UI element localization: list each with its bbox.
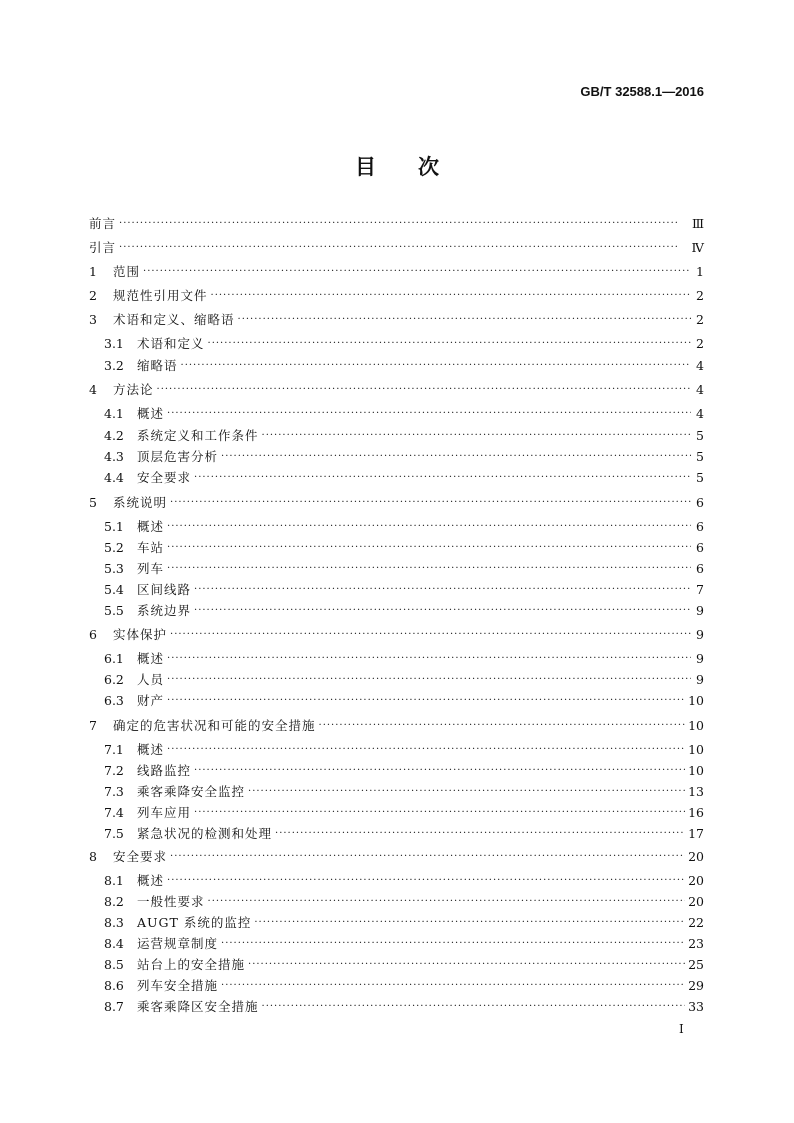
dot-leader (167, 404, 691, 424)
toc-entry-page: 9 (696, 672, 704, 687)
toc-entry-number: 8 (89, 849, 97, 864)
dot-leader (194, 601, 691, 621)
toc-entry-label: 系统定义和工作条件 (137, 428, 259, 443)
toc-entry[interactable] (104, 468, 704, 488)
toc-entry-page: 13 (688, 784, 704, 799)
toc-entry-label: 概述 (137, 519, 165, 534)
toc-entry-page: 4 (696, 358, 704, 373)
toc-entry-number: 7.5 (104, 826, 124, 841)
toc-entry-page: 10 (688, 718, 704, 733)
toc-entry-number: 7.2 (104, 763, 124, 778)
dot-leader (211, 286, 691, 306)
toc-entry[interactable] (104, 334, 704, 354)
toc-entry-page: Ⅲ (691, 216, 704, 231)
toc-entry-number: 6.1 (104, 651, 124, 666)
toc-entry-label: 确定的危害状况和可能的安全措施 (113, 718, 316, 733)
dot-leader (208, 334, 691, 354)
dot-leader (221, 447, 691, 467)
toc-entry[interactable] (104, 782, 704, 802)
dot-leader (167, 691, 685, 711)
dot-leader (167, 559, 691, 579)
toc-entry-label: 列车安全措施 (137, 978, 219, 993)
dot-leader (170, 493, 691, 513)
toc-entry-page: 10 (688, 693, 704, 708)
toc-entry-page: 4 (696, 406, 704, 421)
dot-leader (208, 892, 686, 912)
toc-entry-number: 7.1 (104, 742, 124, 757)
toc-entry-number: 6.3 (104, 693, 124, 708)
toc-entry-number: 8.3 (104, 915, 124, 930)
toc-entry[interactable] (104, 649, 704, 669)
toc-entry-page: 2 (696, 336, 704, 351)
toc-entry-number: 7 (89, 718, 97, 733)
toc-entry-number: 4.4 (104, 470, 124, 485)
toc-entry-page: 2 (696, 288, 704, 303)
toc-entry-page: 20 (688, 873, 704, 888)
toc-entry-label: 乘客乘降安全监控 (137, 784, 246, 799)
toc-entry-page: 9 (696, 627, 704, 642)
dot-leader (167, 740, 685, 760)
toc-entry-number: 3 (89, 312, 97, 327)
toc-entry-label: 乘客乘降区安全措施 (137, 999, 259, 1014)
toc-entry-page: 2 (696, 312, 704, 327)
toc-entry[interactable] (89, 286, 704, 306)
dot-leader (221, 934, 685, 954)
dot-leader (262, 997, 686, 1017)
toc-entry-page: 17 (688, 826, 704, 841)
dot-leader (167, 649, 691, 669)
dot-leader (167, 670, 691, 690)
toc-entry-label: 运营规章制度 (137, 936, 219, 951)
toc-entry[interactable] (104, 538, 704, 558)
toc-entry-label: 顶层危害分析 (137, 449, 219, 464)
toc-entry-page: 6 (696, 561, 704, 576)
toc-entry-page: 22 (688, 915, 704, 930)
toc-entry[interactable] (104, 892, 704, 912)
page-folio: Ⅰ (679, 1022, 684, 1036)
dot-leader (119, 238, 688, 258)
dot-leader (248, 955, 685, 975)
toc-entry[interactable] (89, 847, 704, 867)
toc-entry-label: 安全要求 (137, 470, 192, 485)
toc-entry-label: 站台上的安全措施 (137, 957, 246, 972)
toc-entry[interactable] (104, 426, 704, 446)
toc-entry-label: 一般性要求 (137, 894, 205, 909)
toc-entry-number: 4.3 (104, 449, 124, 464)
dot-leader (194, 803, 685, 823)
dot-leader (248, 782, 685, 802)
toc-entry-page: 9 (696, 651, 704, 666)
toc-entry-page: 29 (688, 978, 704, 993)
toc-entry-label: 列车应用 (137, 805, 192, 820)
toc-entry-number: 3.2 (104, 358, 124, 373)
toc-entry-label: 车站 (137, 540, 165, 555)
toc-entry-label: 列车 (137, 561, 165, 576)
toc-entry[interactable] (89, 214, 704, 234)
toc-entry-label: 规范性引用文件 (113, 288, 208, 303)
toc-entry[interactable] (104, 913, 704, 933)
toc-entry-number: 4 (89, 382, 97, 397)
toc-entry-number: 7.4 (104, 805, 124, 820)
toc-entry-label: 缩略语 (137, 358, 178, 373)
toc-entry-page: 10 (688, 763, 704, 778)
toc-entry-number: 1 (89, 264, 97, 279)
toc-entry-label: 方法论 (113, 382, 154, 397)
toc-entry[interactable] (104, 871, 704, 891)
toc-entry-number: 4.1 (104, 406, 124, 421)
toc-entry-number: 8.4 (104, 936, 124, 951)
dot-leader (170, 625, 691, 645)
toc-entry-number: 4.2 (104, 428, 124, 443)
toc-entry-label: 系统边界 (137, 603, 192, 618)
dot-leader (167, 517, 691, 537)
toc-entry-label: 区间线路 (137, 582, 192, 597)
toc-entry-page: 7 (696, 582, 704, 597)
toc-entry[interactable] (89, 716, 704, 736)
toc-entry[interactable] (89, 625, 704, 645)
toc-entry-label: 术语和定义、缩略语 (113, 312, 235, 327)
toc-entry-page: 5 (696, 428, 704, 443)
toc-entry[interactable] (89, 493, 704, 513)
toc-entry-page: 6 (696, 495, 704, 510)
toc-entry-number: 3.1 (104, 336, 124, 351)
toc-entry-page: 20 (688, 894, 704, 909)
toc-entry[interactable] (104, 601, 704, 621)
toc-entry-page: 1 (696, 264, 704, 279)
toc-entry-page: 33 (688, 999, 704, 1014)
toc-entry-number: 6.2 (104, 672, 124, 687)
standard-code: GB/T 32588.1—2016 (580, 84, 704, 99)
toc-entry[interactable] (89, 262, 704, 282)
toc-entry[interactable] (104, 803, 704, 823)
toc-entry-label: 概述 (137, 873, 165, 888)
toc-entry-number: 5 (89, 495, 97, 510)
dot-leader (143, 262, 691, 282)
toc-entry-page: 25 (688, 957, 704, 972)
dot-leader (119, 214, 689, 234)
toc-entry-page: Ⅳ (691, 240, 704, 255)
toc-entry-page: 5 (696, 470, 704, 485)
toc-entry-number: 8.1 (104, 873, 124, 888)
toc-entry-page: 10 (688, 742, 704, 757)
toc-entry-label: 术语和定义 (137, 336, 205, 351)
toc-entry-label: AUGT 系统的监控 (137, 915, 252, 930)
toc-entry-number: 5.3 (104, 561, 124, 576)
toc-entry-label: 概述 (137, 742, 165, 757)
toc-entry[interactable] (104, 761, 704, 781)
dot-leader (275, 824, 685, 844)
toc-entry-number: 5.2 (104, 540, 124, 555)
toc-entry[interactable] (104, 356, 704, 376)
dot-leader (238, 310, 691, 330)
dot-leader (319, 716, 686, 736)
toc-entry-page: 6 (696, 519, 704, 534)
dot-leader (194, 580, 691, 600)
dot-leader (167, 538, 691, 558)
toc-entry-page: 16 (688, 805, 704, 820)
toc-entry[interactable] (104, 934, 704, 954)
dot-leader (262, 426, 691, 446)
dot-leader (254, 913, 685, 933)
dot-leader (167, 871, 685, 891)
toc-entry[interactable] (104, 559, 704, 579)
toc-entry-label: 概述 (137, 406, 165, 421)
toc-entry-number: 2 (89, 288, 97, 303)
dot-leader (157, 380, 691, 400)
toc-entry[interactable] (104, 670, 704, 690)
toc-entry-number: 5.1 (104, 519, 124, 534)
toc-entry[interactable] (89, 310, 704, 330)
toc-entry[interactable] (104, 691, 704, 711)
toc-entry-page: 9 (696, 603, 704, 618)
toc-entry-number: 5.4 (104, 582, 124, 597)
toc-entry[interactable] (104, 740, 704, 760)
toc-entry[interactable] (104, 824, 704, 844)
toc-entry[interactable] (104, 517, 704, 537)
dot-leader (194, 468, 691, 488)
toc-entry[interactable] (104, 580, 704, 600)
toc-entry-number: 7.3 (104, 784, 124, 799)
toc-entry-number: 6 (89, 627, 97, 642)
dot-leader (170, 847, 685, 867)
toc-entry-number: 5.5 (104, 603, 124, 618)
toc-entry-number: 8.7 (104, 999, 124, 1014)
dot-leader (221, 976, 685, 996)
toc-entry-number: 8.6 (104, 978, 124, 993)
toc-entry-label: 范围 (113, 264, 141, 279)
toc-entry[interactable] (104, 976, 704, 996)
toc-entry-label: 人员 (137, 672, 165, 687)
toc-entry-page: 4 (696, 382, 704, 397)
toc-entry-page: 20 (688, 849, 704, 864)
page-title: 目次 (355, 155, 481, 179)
toc-entry-label: 财产 (137, 693, 165, 708)
toc-entry-label: 引言 (89, 240, 117, 255)
toc-entry[interactable] (104, 447, 704, 467)
toc-entry-label: 概述 (137, 651, 165, 666)
toc-entry-number: 8.2 (104, 894, 124, 909)
toc-entry[interactable] (89, 238, 704, 258)
toc-entry-page: 6 (696, 540, 704, 555)
toc-entry[interactable] (104, 404, 704, 424)
toc-entry-label: 实体保护 (113, 627, 168, 642)
toc-entry-label: 系统说明 (113, 495, 168, 510)
toc-entry-page: 5 (696, 449, 704, 464)
toc-entry-page: 23 (688, 936, 704, 951)
toc-entry[interactable] (104, 955, 704, 975)
toc-entry-label: 线路监控 (137, 763, 192, 778)
toc-entry-label: 前言 (89, 216, 117, 231)
toc-entry[interactable] (89, 380, 704, 400)
dot-leader (194, 761, 685, 781)
toc-entry[interactable] (104, 997, 704, 1017)
dot-leader (181, 356, 691, 376)
toc-entry-label: 安全要求 (113, 849, 168, 864)
toc-entry-label: 紧急状况的检测和处理 (137, 826, 273, 841)
toc-entry-number: 8.5 (104, 957, 124, 972)
